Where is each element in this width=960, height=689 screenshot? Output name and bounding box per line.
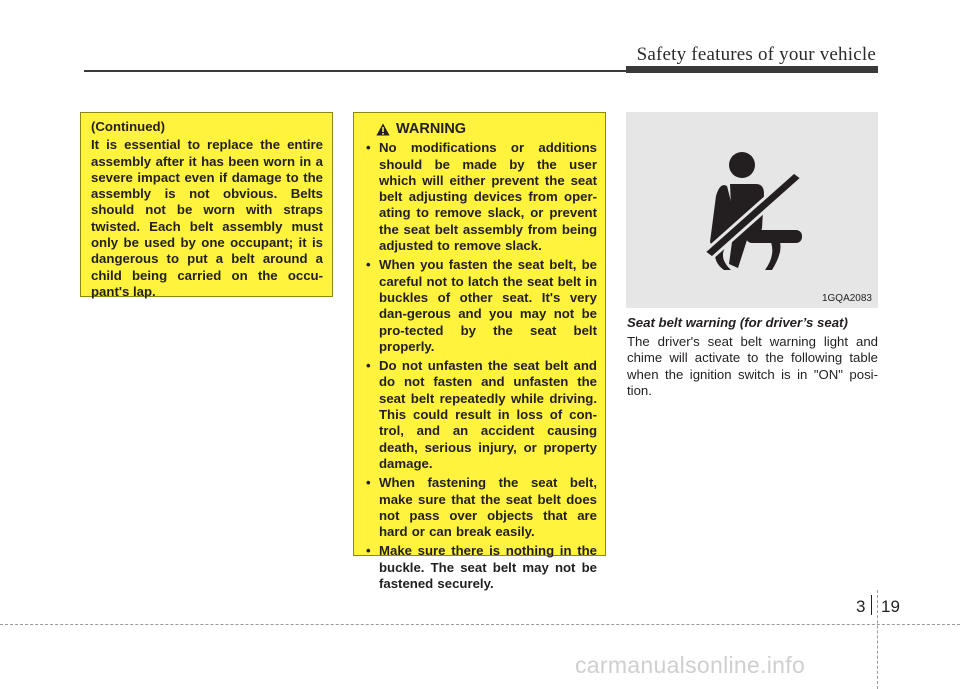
page-number-separator — [871, 595, 872, 615]
warning-list — [363, 140, 597, 592]
warning-item — [363, 358, 597, 472]
bullet: • — [366, 475, 371, 491]
warning-item-text: When fastening the seat belt, make sure that the seat belt does not pass over objects that are hard or can break easily. — [379, 475, 597, 540]
warning-heading: WARNING — [396, 121, 467, 137]
seat-belt-warning-icon — [626, 112, 878, 308]
page-number: 19 — [881, 597, 900, 616]
warning-item — [363, 475, 597, 540]
continued-text: It is essential to replace the entire assembly after it has been worn in a severe impact even if damage to the assembly is not obvious. Belts should not be worn with straps twisted. Each belt assembly must only be used by one occupant; it is dangerous to put a belt around a child being carried on the occu-pant's lap. — [91, 137, 323, 299]
warning-item — [363, 543, 597, 592]
header-rule — [84, 70, 628, 72]
continued-label: (Continued) — [91, 119, 165, 134]
header-bar — [626, 66, 878, 73]
warning-item-text: When you fasten the seat belt, be careful not to latch the seat belt in buckles of other seat. It's very dan-gerous and you may not be pro-tected by the seat belt properly. — [379, 257, 597, 354]
bullet: • — [366, 543, 371, 559]
warning-item — [363, 257, 597, 355]
bullet: • — [366, 140, 371, 156]
watermark: carmanualsonline.info — [575, 652, 806, 678]
page-header-title: Safety features of your vehicle — [636, 44, 876, 65]
section-body: The driver's seat belt warning light and chime will activate to the following table when the ignition switch is in "ON" posi-tion. — [627, 334, 878, 398]
figure-code: 1GQA2083 — [821, 293, 872, 304]
warning-header — [363, 121, 597, 137]
warning-box — [353, 112, 606, 592]
footer-vertical-rule — [877, 590, 878, 689]
warning-item-text: No modifications or additions should be made by the user which will either prevent the seat belt adjusting devices from oper-ating to remove slack, or prevent the seat belt assembly from being adjusted to remove slack. — [379, 140, 597, 254]
continued-note-box — [80, 112, 333, 297]
warning-item-text: Make sure there is nothing in the buckle. The seat belt may not be fastened securely. — [379, 543, 597, 592]
bullet: • — [366, 358, 371, 374]
seat-belt-figure — [626, 112, 878, 308]
warning-triangle-icon — [376, 123, 390, 136]
warning-item-text: Do not unfasten the seat belt and do not fasten and unfasten the seat belt repeatedly while driving. This could result in loss of con-trol, and an accident causing death, serious injury, or property damage. — [379, 358, 597, 471]
warning-item — [363, 140, 597, 254]
bullet: • — [366, 257, 371, 273]
chapter-number: 3 — [856, 597, 866, 616]
section-caption: Seat belt warning (for driver’s seat) — [627, 315, 848, 330]
footer-dashed-rule — [0, 624, 960, 625]
